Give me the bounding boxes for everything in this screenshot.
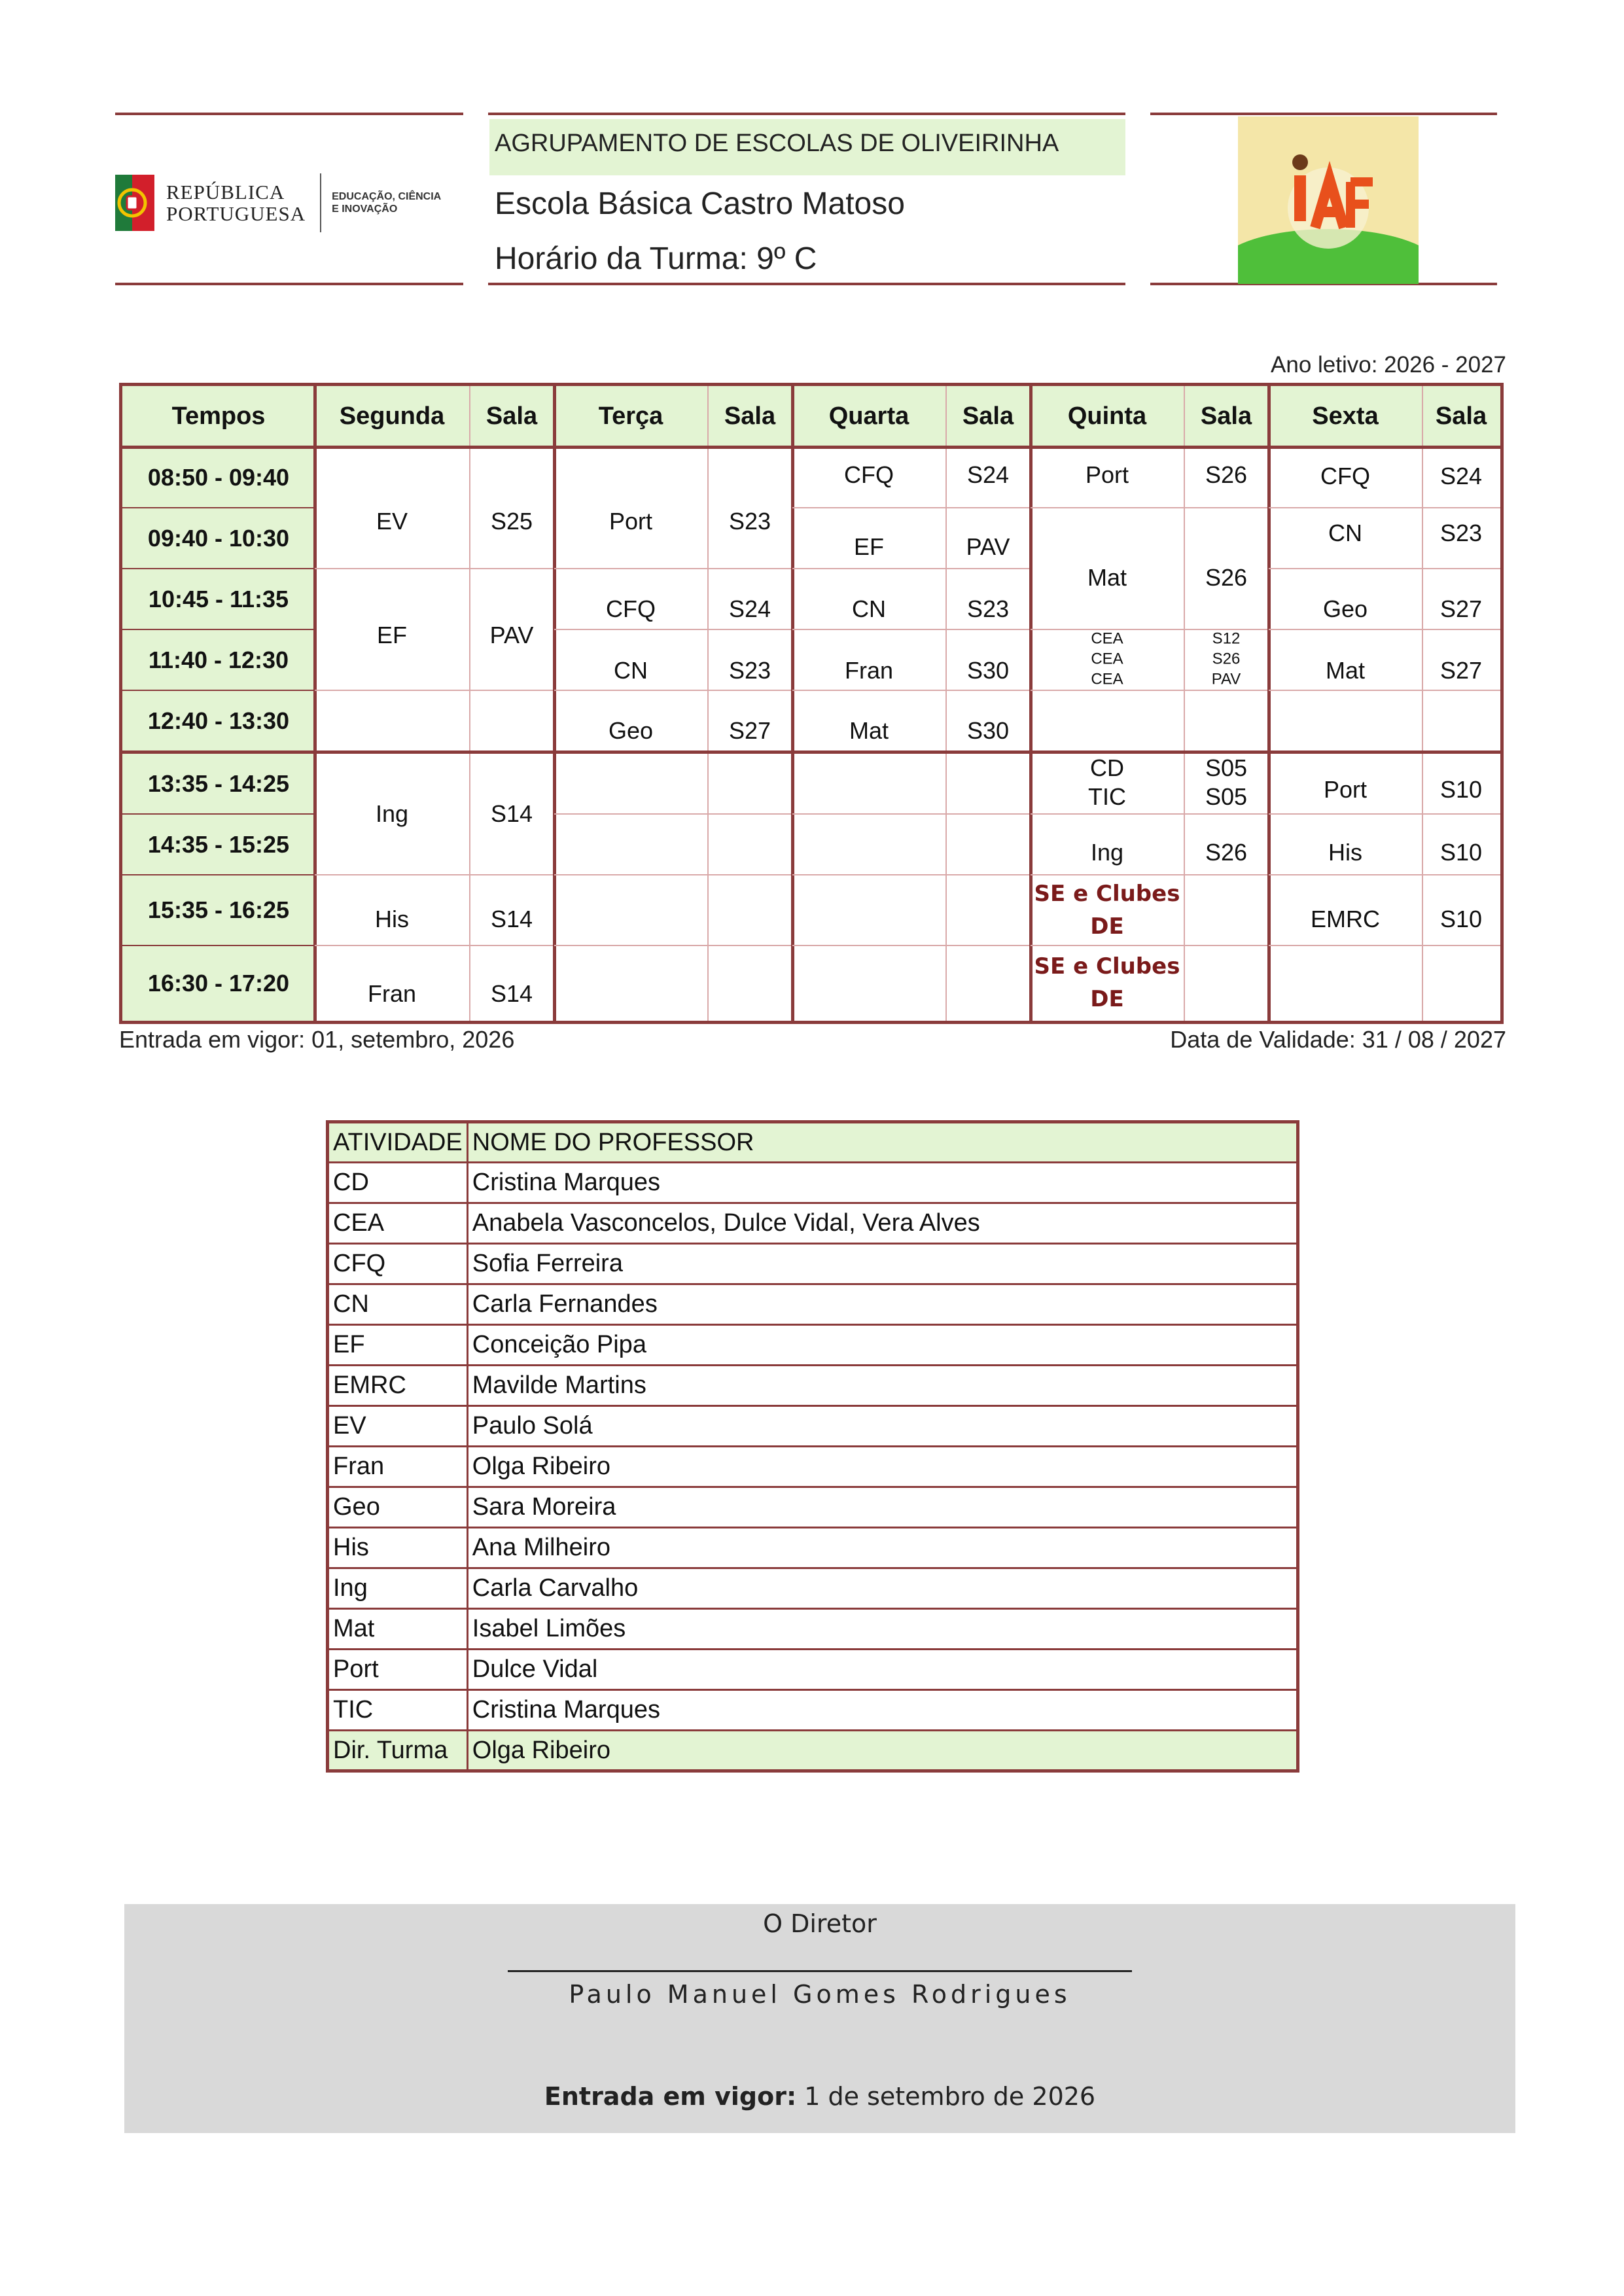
lesson-subject: Port: [609, 508, 653, 535]
lesson-room: S27: [1439, 595, 1483, 622]
lesson-subject: CEA: [1091, 650, 1123, 668]
table-row: [328, 1244, 1298, 1284]
teacher-cell: Olga Ribeiro: [467, 1447, 1297, 1487]
grid-line: [122, 629, 315, 630]
director-name: Paulo Manuel Gomes Rodrigues: [569, 1980, 1071, 2009]
grid-line: [554, 874, 791, 875]
footer-vigor-value: 1 de setembro de 2026: [804, 2082, 1096, 2111]
table-row: [328, 1284, 1298, 1325]
grid-line: [554, 568, 791, 569]
col-header-sala-quarta: Sala: [945, 386, 1031, 447]
time-slot: 10:45 - 11:35: [122, 569, 315, 629]
lesson-subject: Mat: [849, 717, 889, 744]
teacher-cell: Conceição Pipa: [467, 1325, 1297, 1366]
clubs-activity: [1034, 877, 1180, 943]
lesson-room: S23: [966, 595, 1010, 622]
grid-line: [1269, 690, 1500, 691]
lesson-room: S24: [966, 461, 1010, 488]
teacher-cell: Carla Carvalho: [467, 1568, 1297, 1609]
activity-cell: Fran: [328, 1447, 468, 1487]
teacher-cell: Sofia Ferreira: [467, 1244, 1297, 1284]
lesson-subject: CEA: [1091, 629, 1123, 648]
grid-line: [122, 813, 315, 815]
time-slot: 16:30 - 17:20: [122, 945, 315, 1021]
col-header-sexta: Sexta: [1269, 386, 1422, 447]
school-logo-icon: [1238, 116, 1419, 284]
lesson-subject: Geo: [608, 717, 654, 744]
time-slot: 13:35 - 14:25: [122, 753, 315, 814]
grid-line: [469, 386, 470, 1021]
lesson-room: S27: [1439, 657, 1483, 684]
lesson-subject: Port: [1323, 776, 1368, 803]
teacher-cell: Dulce Vidal: [467, 1650, 1297, 1690]
grid-line: [945, 386, 947, 1021]
lesson-subject: Geo: [1322, 595, 1368, 622]
header-rule-mid-bottom: [488, 283, 1125, 285]
table-row: [328, 1163, 1298, 1203]
table-row: [328, 1528, 1298, 1568]
escola-title: Escola Básica Castro Matoso: [495, 186, 905, 221]
government-logo: [115, 171, 462, 234]
logo-separator: [320, 173, 321, 232]
grid-line: [1422, 386, 1423, 1021]
lesson-subject: EMRC: [1311, 906, 1380, 932]
table-header-row: [328, 1122, 1298, 1163]
grid-line: [792, 945, 1029, 946]
ministry-line2: E INOVAÇÃO: [332, 203, 398, 215]
header-rule-right-top: [1150, 113, 1497, 115]
header-rule-left-bottom: [115, 283, 463, 285]
lesson-room: S14: [490, 906, 533, 932]
dir-turma-name: Olga Ribeiro: [467, 1731, 1297, 1771]
teacher-cell: Sara Moreira: [467, 1487, 1297, 1528]
lesson-subject: Ing: [375, 800, 409, 827]
lesson-subject: Mat: [1087, 564, 1127, 591]
col-header-quinta: Quinta: [1031, 386, 1184, 447]
table-row: [328, 1447, 1298, 1487]
lesson-room: S25: [490, 508, 533, 535]
lesson-room: S05: [1205, 754, 1248, 781]
lesson-room: S23: [728, 508, 771, 535]
grid-line: [792, 813, 1029, 815]
grid-line: [707, 386, 709, 1021]
header-rule-left-top: [115, 113, 463, 115]
lesson-subject: Fran: [367, 980, 417, 1007]
lesson-room: S24: [1439, 463, 1483, 489]
grid-line: [122, 690, 315, 691]
grid-line: [1031, 507, 1267, 508]
timetable: [119, 383, 1504, 1024]
lesson-room: PAV: [966, 533, 1010, 560]
footer-vigor-label: Entrada em vigor:: [544, 2082, 797, 2111]
lesson-room: S10: [1439, 839, 1483, 866]
lesson-room: S24: [728, 595, 771, 622]
signature-line: [508, 1970, 1132, 1972]
col-header-quarta: Quarta: [792, 386, 945, 447]
lesson-subject: CFQ: [844, 461, 894, 488]
activity-cell: CEA: [328, 1203, 468, 1244]
ministry-text: [332, 190, 441, 215]
grid-line: [1031, 690, 1267, 691]
grid-line: [792, 629, 1029, 630]
lesson-room: S10: [1439, 776, 1483, 803]
table-row: [328, 1487, 1298, 1528]
header-rule-mid-top: [488, 113, 1125, 115]
grid-line: [122, 568, 315, 569]
col-header-sala-quinta: Sala: [1184, 386, 1269, 447]
lesson-room: S26: [1205, 461, 1248, 488]
table-row: [328, 1366, 1298, 1406]
time-slot: 15:35 - 16:25: [122, 875, 315, 945]
activity-cell: Mat: [328, 1609, 468, 1650]
lesson-subject: Port: [1085, 461, 1129, 488]
grid-line: [1184, 386, 1185, 1021]
teacher-cell: Mavilde Martins: [467, 1366, 1297, 1406]
lesson-room: S12: [1212, 629, 1241, 648]
lesson-room: PAV: [489, 622, 534, 648]
lesson-room: S10: [1439, 906, 1483, 932]
ano-letivo: Ano letivo: 2026 - 2027: [1271, 352, 1506, 378]
table-row: [328, 1690, 1298, 1731]
grid-line: [1269, 507, 1500, 508]
grid-line: [315, 945, 553, 946]
ministry-line1: EDUCAÇÃO, CIÊNCIA: [332, 191, 442, 202]
activity-cell: EMRC: [328, 1366, 468, 1406]
lesson-subject: EF: [376, 622, 408, 648]
clubs-activity: [1034, 950, 1180, 1016]
lesson-subject: Mat: [1325, 657, 1366, 684]
grid-line: [1031, 945, 1267, 946]
grid-line: [1269, 945, 1500, 946]
col-header-terca: Terça: [554, 386, 707, 447]
grid-line: [554, 813, 791, 815]
dir-turma-label: Dir. Turma: [328, 1731, 468, 1771]
grid-line: [1269, 874, 1500, 875]
republica-line2: PORTUGUESA: [166, 202, 306, 225]
school-logo: [1238, 116, 1419, 284]
grid-line: [122, 945, 315, 946]
col-header-sala-segunda: Sala: [469, 386, 554, 447]
horario-title: Horário da Turma: 9º C: [495, 241, 817, 276]
lesson-subject: CFQ: [606, 595, 656, 622]
lesson-room: S14: [490, 800, 533, 827]
clubs-label: SE e Clubes: [1034, 881, 1180, 907]
teacher-cell: Cristina Marques: [467, 1163, 1297, 1203]
grid-line: [1269, 813, 1500, 815]
activity-cell: Port: [328, 1650, 468, 1690]
activity-cell: Ing: [328, 1568, 468, 1609]
lesson-room: PAV: [1211, 670, 1241, 688]
grid-line: [791, 386, 794, 1021]
grid-line: [554, 629, 791, 630]
grid-line: [1269, 568, 1500, 569]
activity-cell: Geo: [328, 1487, 468, 1528]
activity-cell: TIC: [328, 1690, 468, 1731]
republica-portuguesa-text: [166, 181, 306, 224]
lesson-subject: CN: [614, 657, 648, 684]
grid-line: [1269, 629, 1500, 630]
lesson-subject-multi: [1088, 754, 1126, 811]
grid-line: [1267, 386, 1271, 1021]
col-header-tempos: Tempos: [122, 386, 315, 447]
lesson-room: S23: [728, 657, 771, 684]
time-slot: 08:50 - 09:40: [122, 447, 315, 508]
clubs-label: SE e Clubes: [1034, 953, 1180, 980]
lesson-subject: CEA: [1091, 670, 1123, 688]
col-header-atividade: ATIVIDADE: [328, 1122, 468, 1163]
lesson-room: S26: [1212, 650, 1241, 668]
table-row: [328, 1568, 1298, 1609]
clubs-label: DE: [1090, 986, 1124, 1012]
lesson-subject: TIC: [1088, 783, 1126, 810]
director-title: O Diretor: [763, 1909, 877, 1938]
lesson-subject: Fran: [844, 657, 894, 684]
portugal-emblem-icon: [115, 175, 154, 231]
table-row: [328, 1203, 1298, 1244]
director-turma-row: [328, 1731, 1298, 1771]
grid-line: [1029, 386, 1033, 1021]
lesson-subject: EV: [376, 508, 408, 535]
teacher-cell: Ana Milheiro: [467, 1528, 1297, 1568]
grid-line: [1031, 813, 1267, 815]
col-header-segunda: Segunda: [315, 386, 469, 447]
activity-cell: CFQ: [328, 1244, 468, 1284]
agrupamento-title: AGRUPAMENTO DE ESCOLAS DE OLIVEIRINHA: [495, 130, 1059, 157]
grid-line: [122, 874, 315, 875]
footer-entrada-em-vigor: [0, 2082, 1624, 2111]
lesson-subject-multi: [1091, 629, 1123, 690]
grid-line: [122, 446, 1500, 449]
table-row: [328, 1609, 1298, 1650]
lesson-room: S26: [1205, 564, 1248, 591]
grid-line: [792, 690, 1029, 691]
activity-cell: EF: [328, 1325, 468, 1366]
lesson-subject: CN: [852, 595, 886, 622]
grid-line: [122, 751, 1500, 754]
teacher-cell: Carla Fernandes: [467, 1284, 1297, 1325]
grid-line: [313, 386, 317, 1021]
activity-cell: His: [328, 1528, 468, 1568]
grid-line: [792, 507, 1029, 508]
lesson-room: S05: [1205, 783, 1248, 810]
time-slot: 09:40 - 10:30: [122, 508, 315, 569]
grid-line: [122, 507, 315, 508]
lesson-room: S30: [966, 717, 1010, 744]
lesson-subject: CFQ: [1320, 463, 1370, 489]
col-header-sala-sexta: Sala: [1422, 386, 1500, 447]
lesson-subject: His: [375, 906, 409, 932]
republica-line1: REPÚBLICA: [166, 181, 285, 203]
grid-line: [554, 945, 791, 946]
entrada-em-vigor: Entrada em vigor: 01, setembro, 2026: [119, 1026, 515, 1053]
lesson-room-multi: [1212, 629, 1241, 690]
lesson-subject: His: [1328, 839, 1362, 866]
table-row: [328, 1325, 1298, 1366]
lesson-room-multi: [1205, 754, 1247, 811]
grid-line: [553, 386, 556, 1021]
lesson-subject: EF: [853, 533, 885, 560]
lesson-subject: Ing: [1090, 839, 1124, 866]
activity-cell: EV: [328, 1406, 468, 1447]
activity-cell: CD: [328, 1163, 468, 1203]
grid-line: [554, 690, 791, 691]
grid-line: [1031, 874, 1267, 875]
grid-line: [792, 874, 1029, 875]
activity-cell: CN: [328, 1284, 468, 1325]
clubs-label: DE: [1090, 913, 1124, 940]
lesson-room: S27: [728, 717, 771, 744]
time-slot: 12:40 - 13:30: [122, 690, 315, 751]
teacher-cell: Anabela Vasconcelos, Dulce Vidal, Vera Alves: [467, 1203, 1297, 1244]
time-slot: 11:40 - 12:30: [122, 629, 315, 690]
lesson-room: S26: [1205, 839, 1248, 866]
teacher-cell: Isabel Limões: [467, 1609, 1297, 1650]
grid-line: [315, 874, 553, 875]
lesson-subject: CN: [1328, 520, 1362, 546]
data-de-validade: Data de Validade: 31 / 08 / 2027: [1170, 1026, 1506, 1053]
teacher-cell: Paulo Solá: [467, 1406, 1297, 1447]
teachers-table: [326, 1120, 1299, 1773]
lesson-room: S14: [490, 980, 533, 1007]
time-slot: 14:35 - 15:25: [122, 814, 315, 875]
col-header-sala-terca: Sala: [707, 386, 792, 447]
lesson-room: S30: [966, 657, 1010, 684]
grid-line: [315, 568, 553, 569]
col-header-professor: NOME DO PROFESSOR: [467, 1122, 1297, 1163]
lesson-subject: CD: [1090, 754, 1124, 781]
lesson-room: S23: [1439, 520, 1483, 546]
grid-line: [315, 690, 553, 691]
table-row: [328, 1650, 1298, 1690]
teacher-cell: Cristina Marques: [467, 1690, 1297, 1731]
table-row: [328, 1406, 1298, 1447]
grid-line: [792, 568, 1029, 569]
